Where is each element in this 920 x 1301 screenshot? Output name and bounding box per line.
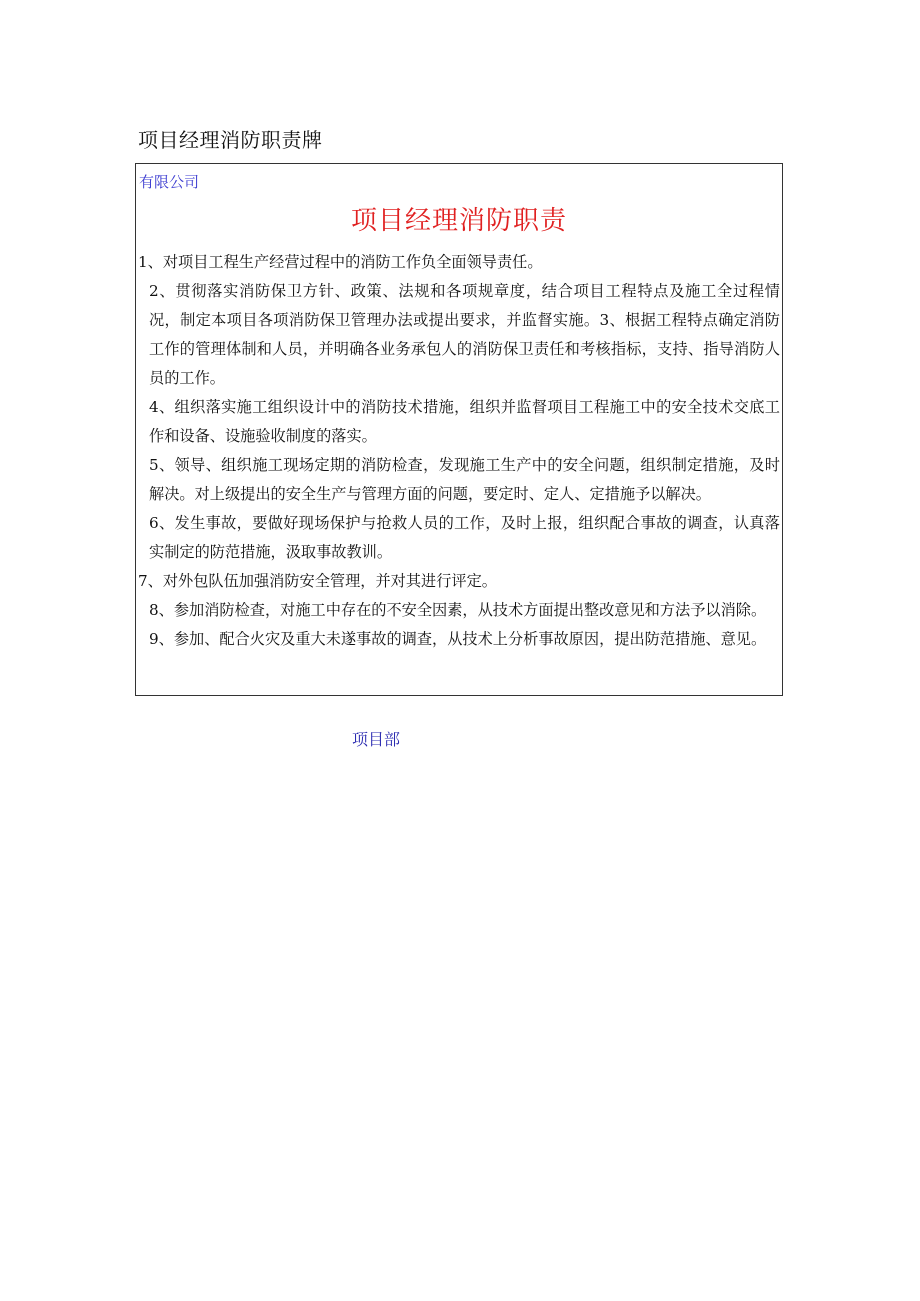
duty-item-1: 1、对项目工程生产经营过程中的消防工作负全面领导责任。 [138, 253, 543, 271]
project-department-label: 项目部 [352, 730, 401, 749]
board-title: 项目经理消防职责 [350, 206, 567, 236]
document-title: 项目经理消防职责牌 [138, 128, 323, 152]
duty-item-4: 4、组织落实施工组织设计中的消防技术措施，组织并监督项目工程施工中的安全技术交底工作和设备、设施验收制度的落实。 [149, 398, 780, 445]
duty-item-8: 8、参加消防检查，对施工中存在的不安全因素，从技术方面提出整改意见和方法予以消除。 [149, 601, 767, 619]
duty-item-9: 9、参加、配合火灾及重大未遂事故的调查，从技术上分析事故原因，提出防范措施、意见。 [149, 630, 767, 648]
duty-board [135, 163, 783, 696]
duty-item-6: 6、发生事故，要做好现场保护与抢救人员的工作，及时上报，组织配合事故的调查，认真落实制定的防范措施，汲取事故教训。 [149, 514, 780, 561]
duty-item-2: 2、贯彻落实消防保卫方针、政策、法规和各项规章度，结合项目工程特点及施工全过程情况，制定本项目各项消防保卫管理办法或提出要求，并监督实施。3、根据工程特点确定消防工作的管理体制和人员，并明确各业务承包人的消防保卫责任和考核指标，支持、指导消防人员的工作。 [149, 282, 780, 387]
duty-item-7: 7、对外包队伍加强消防安全管理，并对其进行评定。 [138, 572, 497, 590]
duty-list [138, 248, 780, 654]
company-name: 有限公司 [139, 173, 200, 191]
duty-item-5: 5、领导、组织施工现场定期的消防检查，发现施工生产中的安全问题，组织制定措施，及时解决。对上级提出的安全生产与管理方面的问题，要定时、定人、定措施予以解决。 [149, 456, 780, 503]
